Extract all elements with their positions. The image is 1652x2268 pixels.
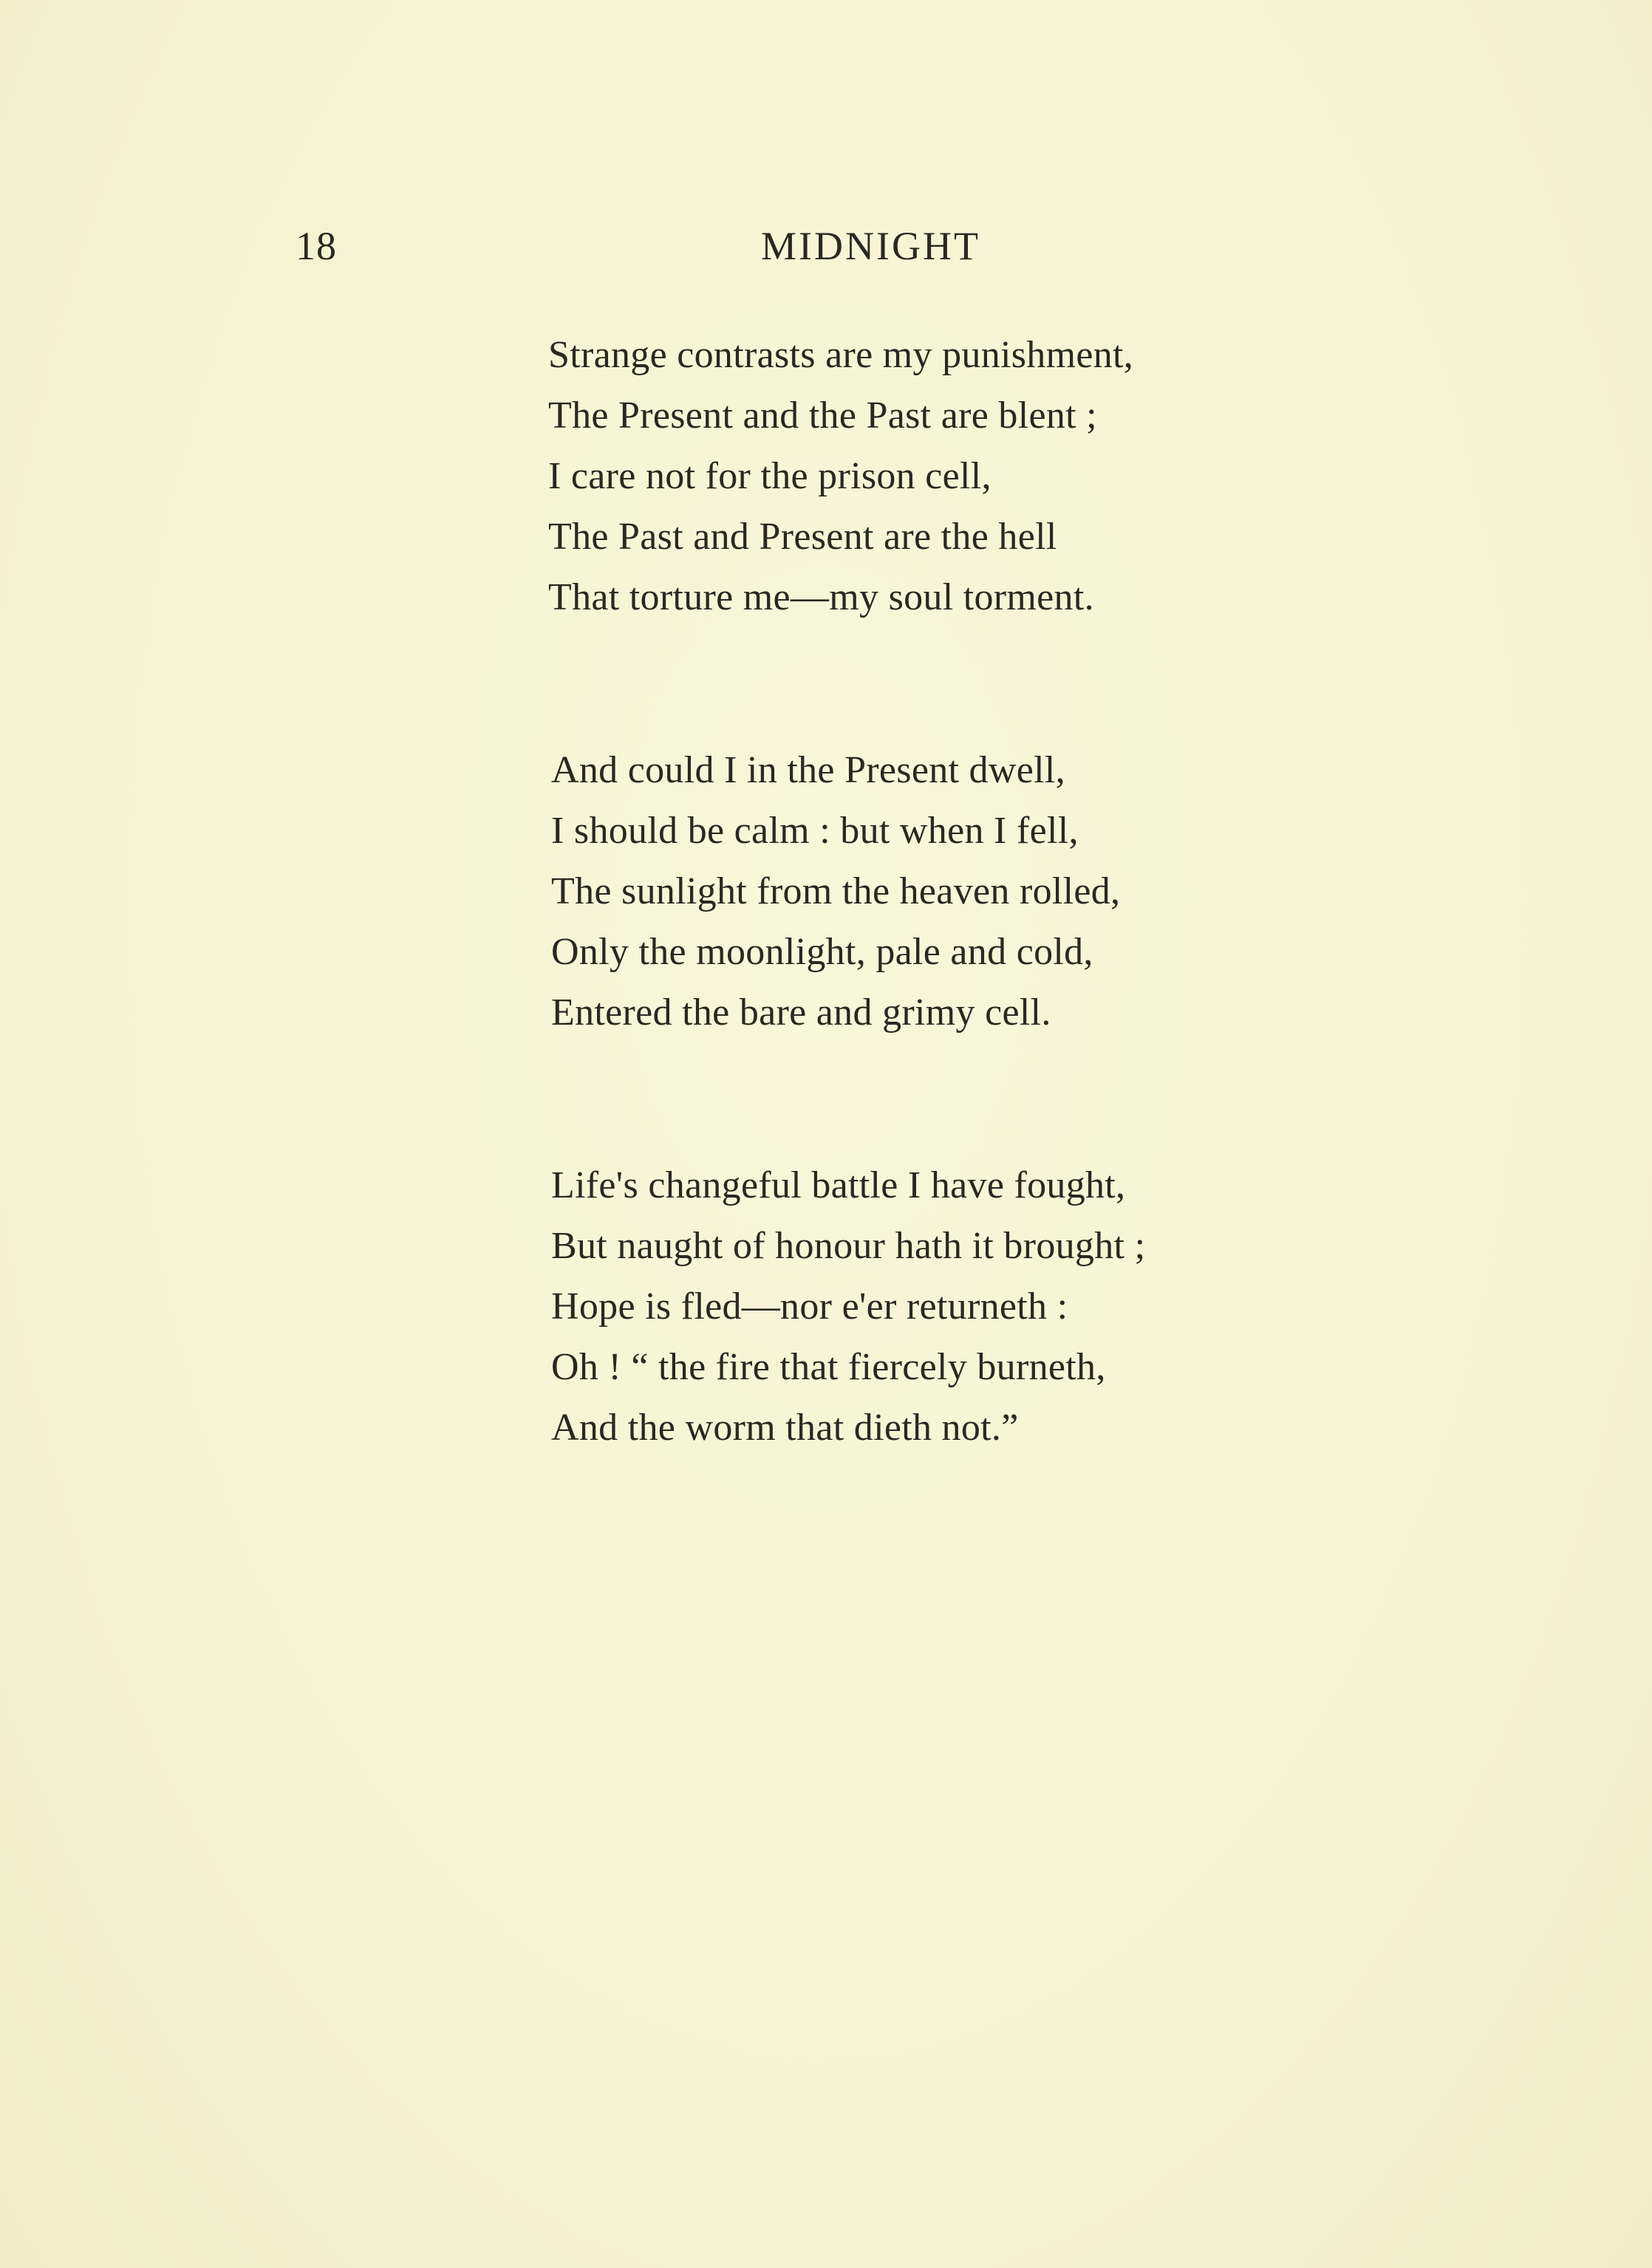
- running-title: MIDNIGHT: [761, 224, 980, 268]
- stanza-3: [551, 1155, 1361, 1458]
- poem-line: Oh ! “ the fire that fiercely burneth,: [551, 1346, 1106, 1388]
- poem-line: Hope is fled—nor e'er returneth :: [551, 1285, 1068, 1328]
- poem-line: Life's changeful battle I have fought,: [551, 1164, 1126, 1206]
- poem-line: That torture me—my soul torment.: [548, 576, 1094, 618]
- poem-line: I care not for the prison cell,: [548, 455, 991, 497]
- poem-line: And could I in the Present dwell,: [551, 749, 1065, 791]
- poem-line: But naught of honour hath it brought ;: [551, 1225, 1146, 1267]
- poem: [548, 325, 1361, 1571]
- poem-line: I should be calm : but when I fell,: [551, 810, 1079, 852]
- poem-line: Entered the bare and grimy cell.: [551, 991, 1051, 1034]
- page-number: 18: [296, 224, 337, 268]
- poem-line: Only the moonlight, pale and cold,: [551, 931, 1093, 973]
- poem-line: Strange contrasts are my punishment,: [548, 334, 1134, 376]
- poem-line: The Present and the Past are blent ;: [548, 394, 1097, 437]
- stanza-2: [551, 740, 1361, 1043]
- poem-line: The Past and Present are the hell: [548, 516, 1057, 558]
- poem-line: And the worm that dieth not.”: [551, 1407, 1019, 1449]
- stanza-1: [548, 325, 1361, 628]
- poem-line: The sunlight from the heaven rolled,: [551, 870, 1121, 912]
